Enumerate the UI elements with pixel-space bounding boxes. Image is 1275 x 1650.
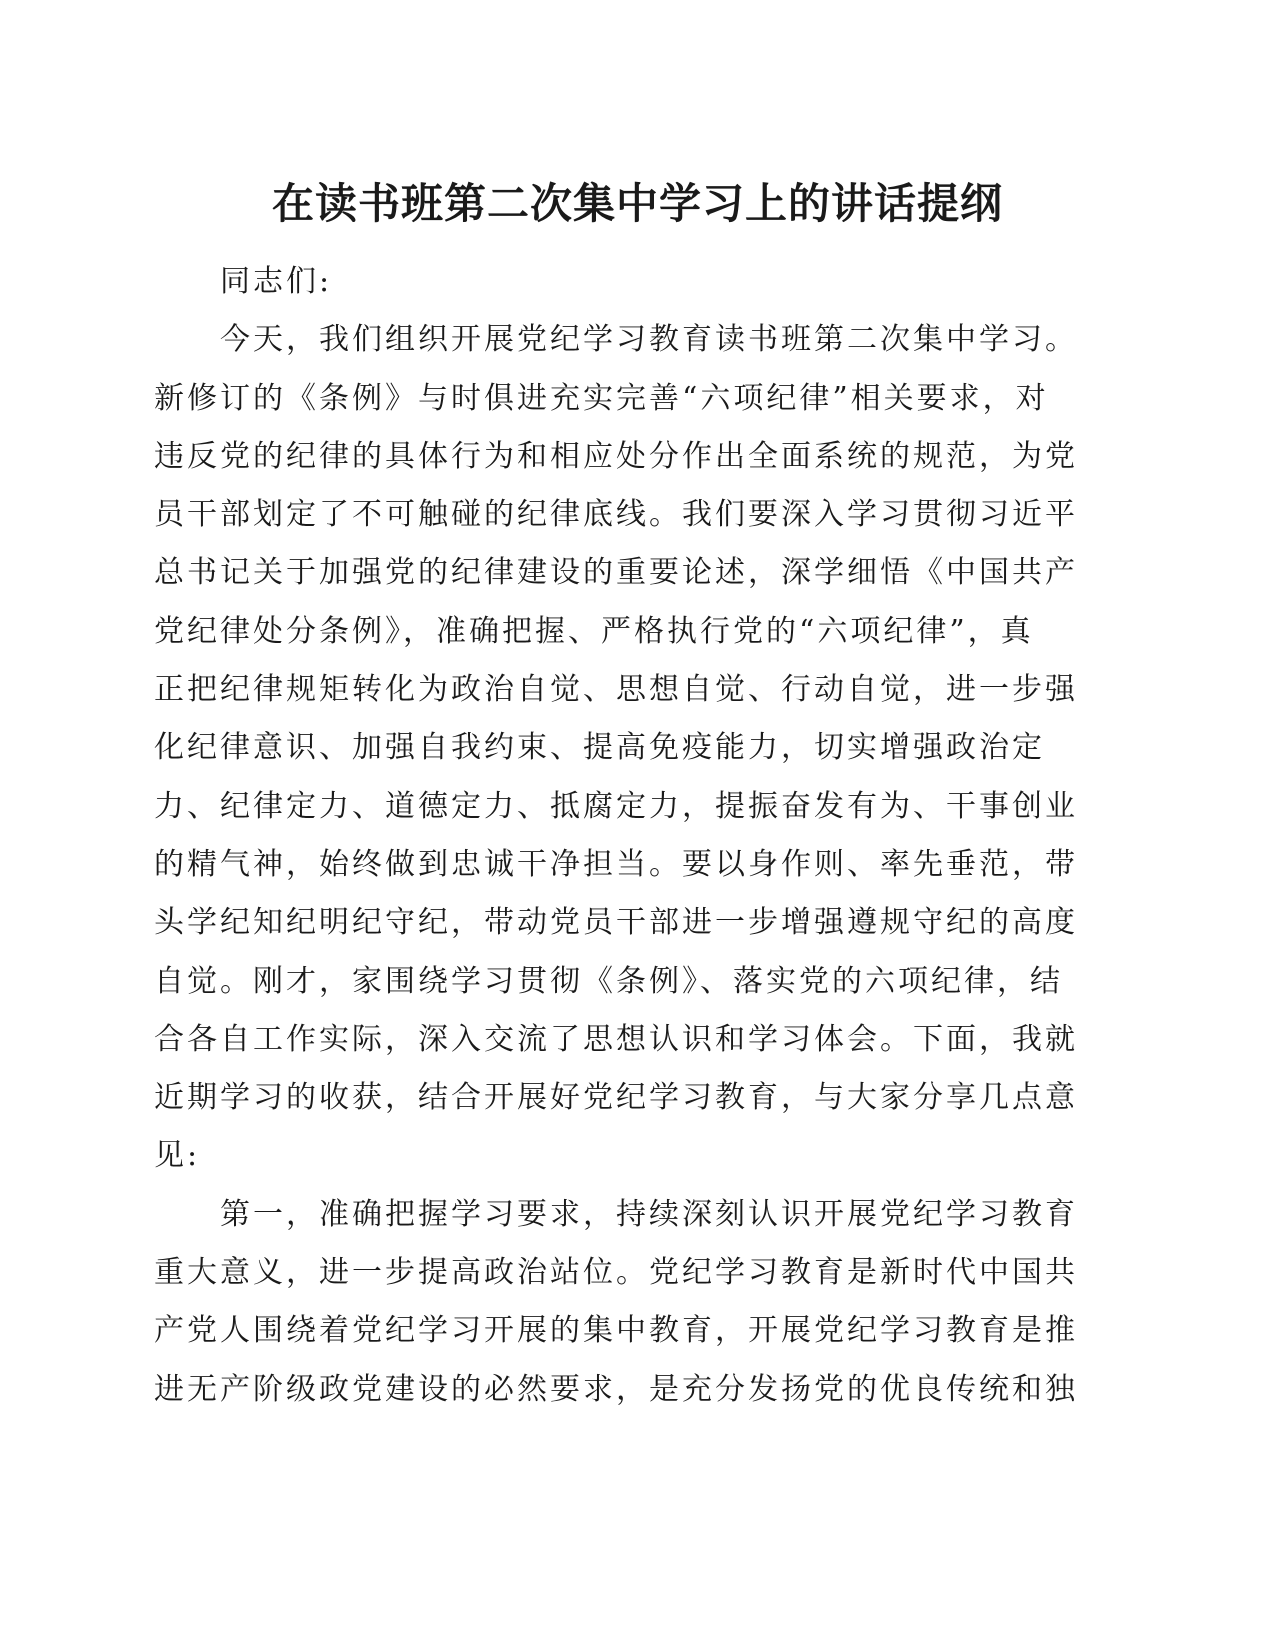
text-line: 员干部划定了不可触碰的纪律底线。我们要深入学习贯彻习近平: [154, 497, 1078, 533]
text-line: 总书记关于加强党的纪律建设的重要论述，深学细悟《中国共产: [154, 555, 1078, 591]
text-line: 新修订的《条例》与时俱进充实完善“六项纪律”相关要求，对: [154, 380, 1049, 416]
text-line: 产党人围绕着党纪学习开展的集中教育，开展党纪学习教育是推: [154, 1313, 1078, 1349]
body-text: [154, 253, 1094, 1419]
text-line: 第一，准确把握学习要求，持续深刻认识开展党纪学习教育: [220, 1196, 1078, 1232]
text-line: 进无产阶级政党建设的必然要求，是充分发扬党的优良传统和独: [154, 1371, 1078, 1407]
text-line: 的精气神，始终做到忠诚干净担当。要以身作则、率先垂范，带: [154, 846, 1078, 882]
text-line: 自觉。刚才，家围绕学习贯彻《条例》、落实党的六项纪律，结: [154, 963, 1063, 999]
text-line: 见:: [154, 1138, 201, 1174]
text-line: 违反党的纪律的具体行为和相应处分作出全面系统的规范，为党: [154, 438, 1078, 474]
text-line: 今天，我们组织开展党纪学习教育读书班第二次集中学习。: [220, 322, 1078, 358]
text-line: 头学纪知纪明纪守纪，带动党员干部进一步增强遵规守纪的高度: [154, 905, 1078, 941]
page-title: 在读书班第二次集中学习上的讲话提纲: [271, 179, 1003, 228]
text-line: 正把纪律规矩转化为政治自觉、思想自觉、行动自觉，进一步强: [154, 672, 1078, 708]
text-line: 近期学习的收获，结合开展好党纪学习教育，与大家分享几点意: [154, 1080, 1078, 1116]
text-line: 力、纪律定力、道德定力、抵腐定力，提振奋发有为、干事创业: [154, 788, 1078, 824]
text-line: 合各自工作实际，深入交流了思想认识和学习体会。下面，我就: [154, 1021, 1078, 1057]
text-line: 同志们:: [220, 264, 333, 299]
text-line: 党纪律处分条例》，准确把握、严格执行党的“六项纪律”，真: [154, 613, 1034, 649]
text-line: 化纪律意识、加强自我约束、提高免疫能力，切实增强政治定: [154, 730, 1045, 766]
text-line: 重大意义，进一步提高政治站位。党纪学习教育是新时代中国共: [154, 1255, 1078, 1291]
